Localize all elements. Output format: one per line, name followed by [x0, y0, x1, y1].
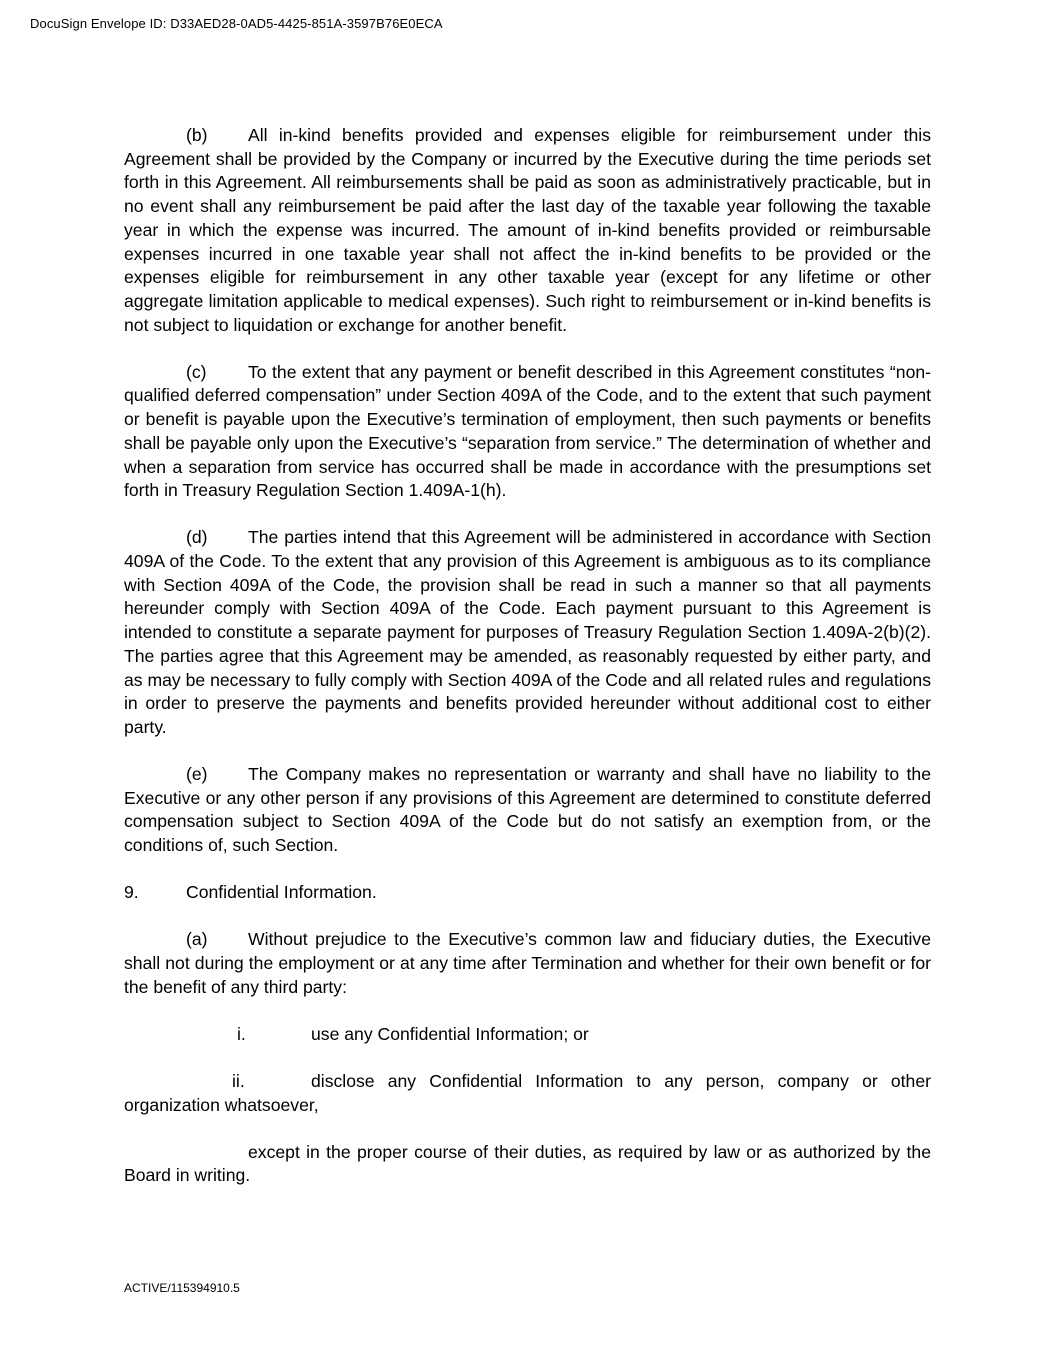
section-title: Confidential Information. — [186, 882, 377, 903]
footer-doc-id: ACTIVE/115394910.5 — [124, 1281, 240, 1295]
paragraph-text: To the extent that any payment or benefit described in this Agreement constitutes “non-qualified deferred compensation” under Section 409A of the Code, and to the extent that such payment or benefit is payable upon the Executive’s termination of employment, then such payments or benefits shall be payable only upon the Executive’s “separation from service.” The determination of whether and when a separation from service has occurred shall be made in accordance with the presumptions set forth in Treasury Regulation Section 1.409A-1(h). — [124, 361, 931, 501]
list-item-i — [124, 1023, 931, 1047]
section-9-paragraph-a — [124, 928, 931, 999]
paragraph-label: (e) — [186, 764, 208, 785]
paragraph-label: (d) — [186, 527, 208, 548]
paragraph-label: (a) — [186, 929, 208, 950]
docusign-envelope-id: DocuSign Envelope ID: D33AED28-0AD5-4425-851A-3597B76E0ECA — [30, 16, 443, 31]
section-9-closing: except in the proper course of their duties, as required by law or as authorized by the Board in writing. — [124, 1141, 931, 1186]
paragraph-d — [124, 526, 931, 739]
list-item-label: ii. — [232, 1070, 245, 1091]
paragraph-c — [124, 361, 931, 503]
paragraph-text: All in-kind benefits provided and expenses eligible for reimbursement under this Agreement shall be provided by the Company or incurred by the Executive during the time periods set forth in this Agreement. All reimbursements shall be paid as soon as administratively practicable, but in no event shall any reimbursement be paid after the last day of the taxable year following the taxable year in which the expense was incurred. The amount of in-kind benefits provided or reimbursable expenses incurred in one taxable year shall not affect the in-kind benefits to be provided or the expenses eligible for reimbursement in any other taxable year (except for any lifetime or other aggregate limitation applicable to medical expenses). Such right to reimbursement or in-kind benefits is not subject to liquidation or exchange for another benefit. — [124, 125, 931, 335]
list-item-label: i. — [237, 1023, 246, 1044]
list-item-text: use any Confidential Information; or — [311, 1023, 589, 1044]
document-body — [124, 124, 931, 1188]
list-item-text: disclose any Confidential Information to any person, company or other organization whatsoever, — [124, 1070, 931, 1115]
list-item-ii — [124, 1070, 931, 1117]
paragraph-text: Without prejudice to the Executive’s common law and fiduciary duties, the Executive shall not during the employment or at any time after Termination and whether for their own benefit or for the benefit of any third party: — [124, 929, 931, 997]
paragraph-text: The parties intend that this Agreement will be administered in accordance with Section 409A of the Code. To the extent that any provision of this Agreement is ambiguous as to its compliance with Section 409A of the Code, the provision shall be read in such a manner so that all payments hereunder comply with Section 409A of the Code. Each payment pursuant to this Agreement is intended to constitute a separate payment for purposes of Treasury Regulation Section 1.409A-2(b)(2). The parties agree that this Agreement may be amended, as reasonably requested by either party, and as may be necessary to fully comply with Section 409A of the Code and all related rules and regulations in order to preserve the payments and benefits provided hereunder without additional cost to either party. — [124, 527, 931, 737]
section-9-heading — [124, 881, 931, 905]
paragraph-e — [124, 763, 931, 858]
paragraph-text: The Company makes no representation or warranty and shall have no liability to the Executive or any other person if any provisions of this Agreement are determined to constitute deferred compensation subject to Section 409A of the Code but do not satisfy an exemption from, or the conditions of, such Section. — [124, 764, 931, 856]
section-number: 9. — [124, 882, 139, 903]
paragraph-label: (b) — [186, 125, 208, 145]
paragraph-label: (c) — [186, 361, 207, 382]
paragraph-b — [124, 124, 931, 337]
